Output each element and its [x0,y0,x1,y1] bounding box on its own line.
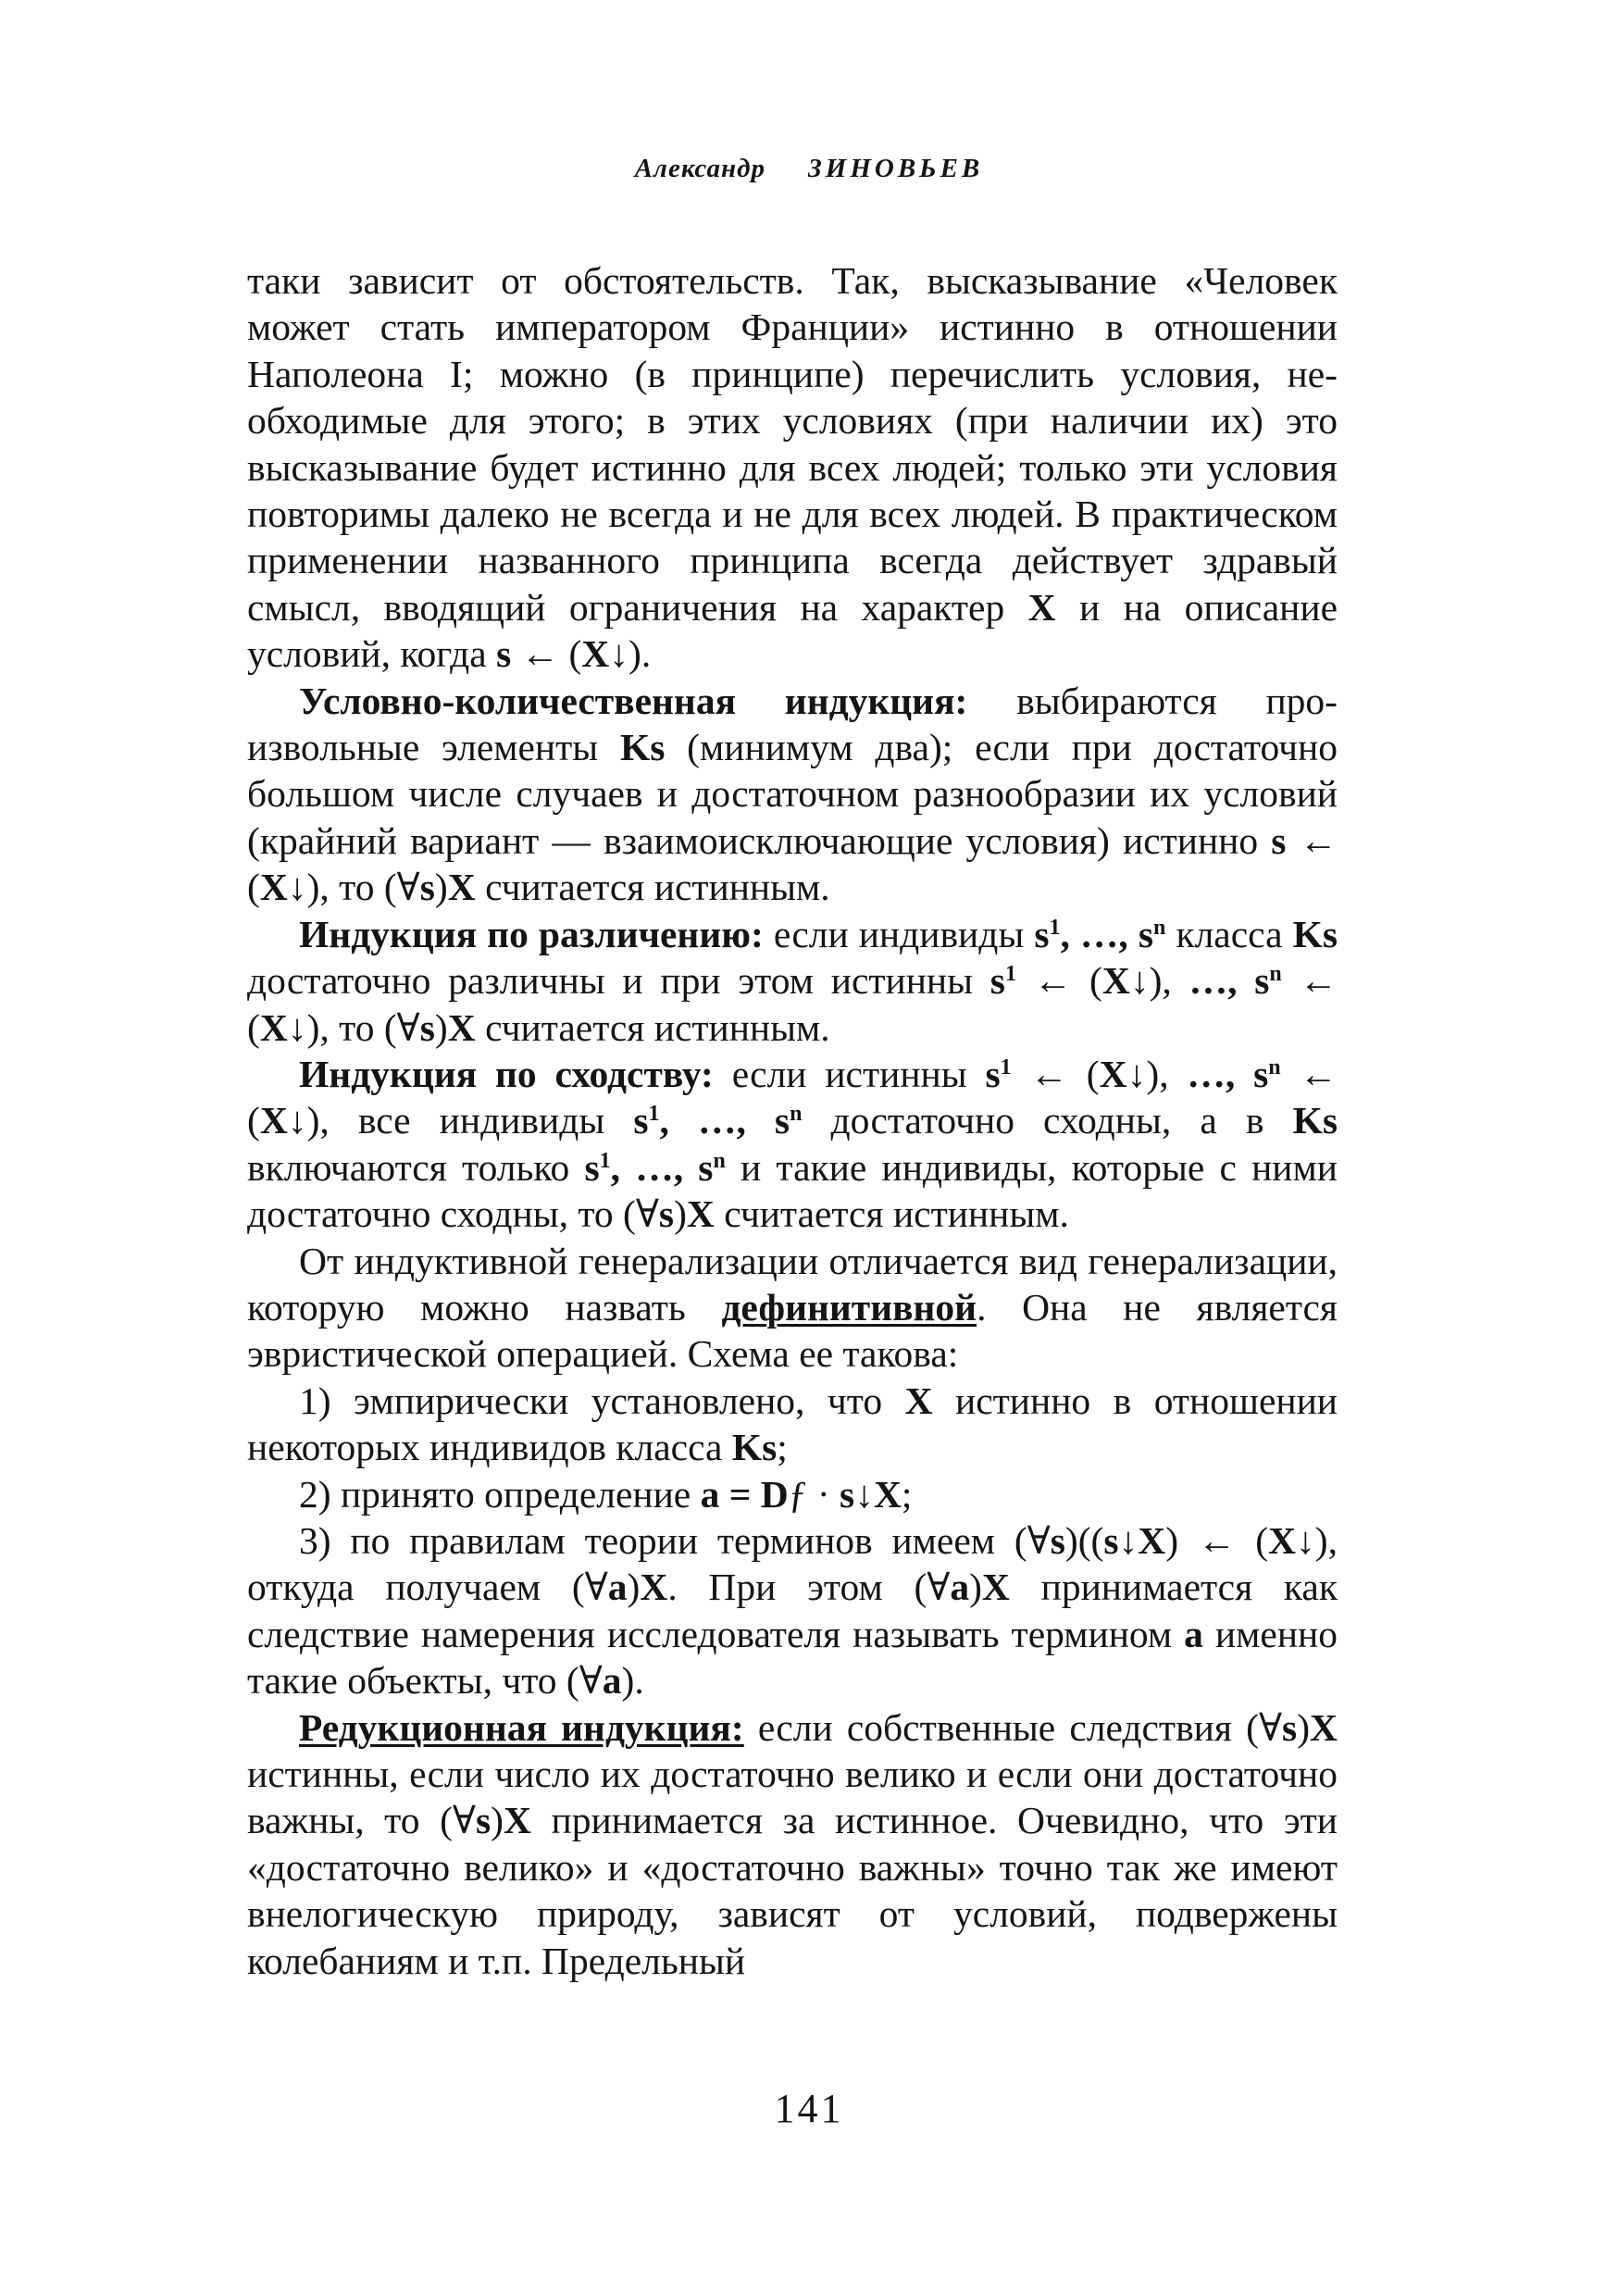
list-item-3-text: 3) по правилам теории терминов имеем [299,1518,1014,1562]
paragraph-5 [247,1238,1338,1378]
list-item-1-text: 1) эмпирически установлено, что [299,1379,905,1422]
paragraph-3: Индукция по различению: если индивиды $s^1$, …, $s^n$ класса Ks достаточно различны и при этом истинны $s^1$ ← (X↓), …, $s^n$ ← (X↓), то (∀s)X считается истинным. [247,912,1338,1049]
term-conditional-quantitative-induction: Условно-количественная индукция: [299,679,968,722]
list-item-2: 2) принято определение a = Dƒ · s↓X; [299,1472,913,1516]
paragraph-9: Редукционная индукция: если собственные следствия (∀s)X истинны, если число их достаточно велико и если они достаточно важны, то (∀s)X принимается за истинное. Очевидно, что эти «достаточно велико» и «достаточно важны» точно так же имеют внелогическую природу, зависят от условий, подвержены колебаниям и т.п. Предельный [247,1705,1338,1982]
paragraph-2: Условно-количественная индукция: выбираются произвольные элементы Ks (минимум два); если при достаточно большом числе случаев и достаточном разнообразии их условий (крайний вариант — взаимоисключающие условия) истинно s ← (X↓), то (∀s)X считается истинным. [247,679,1338,909]
author-last-name: ЗИНОВЬЕВ [808,154,984,183]
term-induction-by-similarity: Индукция по сходству: [299,1052,714,1095]
paragraph-2-text: выбираются произвольные элементы [247,679,1338,769]
author-first-name: Александр [634,154,766,183]
body-text [247,257,1338,1984]
term-induction-by-difference: Индукция по различению: [299,912,764,955]
paragraph-1-text: таки зависит от обстоятельств. Так, высказывание «Человек может стать императором Франции» истинно в отношении Наполеона I; можно (в принципе) перечислить условия, необходимые для этого; в этих условиях (при наличии их) это высказывание будет истинно для всех людей; только эти условия повторимы далеко не всегда и не для всех людей. В практическом применении названного принципа всегда действует здравый смысл, вводящий ограничения на характер [247,259,1338,629]
page-number: 141 [774,2086,844,2131]
term-reductive-induction: Редукционная индукция: [299,1705,744,1749]
list-item-1: 1) эмпирически установлено, что X истинно в отношении некоторых индивидов класса Ks; [247,1379,1338,1469]
list-item-3: 3) по правилам теории терминов имеем (∀s)((s↓X) ← (X↓), откуда получаем (∀a)X. При этом (∀a)X принимается как следствие намерения исследователя называть термином а именно такие объекты, что (∀a). [247,1518,1338,1703]
paragraph-9-text: если собственные следствия [743,1705,1247,1749]
term-definitive: дефинитивной [721,1285,977,1329]
list-item-2-text: 2) принято определение [299,1472,701,1516]
paragraph-5-text-after: . Она не является эвристической операцией. Схема ее такова: [247,1285,1338,1376]
running-head [0,154,1618,184]
paragraph-1: таки зависит от обстоятельств. Так, высказывание «Человек может стать императором Франции» истинно в отношении Наполеона I; можно (в принципе) перечислить условия, необходимые для этого; в этих условиях (при наличии их) это высказывание будет истинно для всех людей; только эти условия повторимы далеко не всегда и не для всех людей. В практическом применении названного принципа всегда действует здравый смысл, вводящий ограничения на характер X и на описание условий, когда s ← (X↓). [247,259,1338,676]
paragraph-4: Индукция по сходству: если истинны $s^1$ ← (X↓), …, $s^n$ ← (X↓), все индивиды $s^1$, …, $s^n$ достаточно сходны, а в Ks включаются только $s^1$, …, $s^n$ и такие индивиды, которые с ними достаточно сходны, то (∀s)X считается истинным. [247,1052,1338,1236]
paragraph-5-text: От индуктивной генерализации отличается вид генерализации, которую можно назвать [247,1239,1338,1329]
